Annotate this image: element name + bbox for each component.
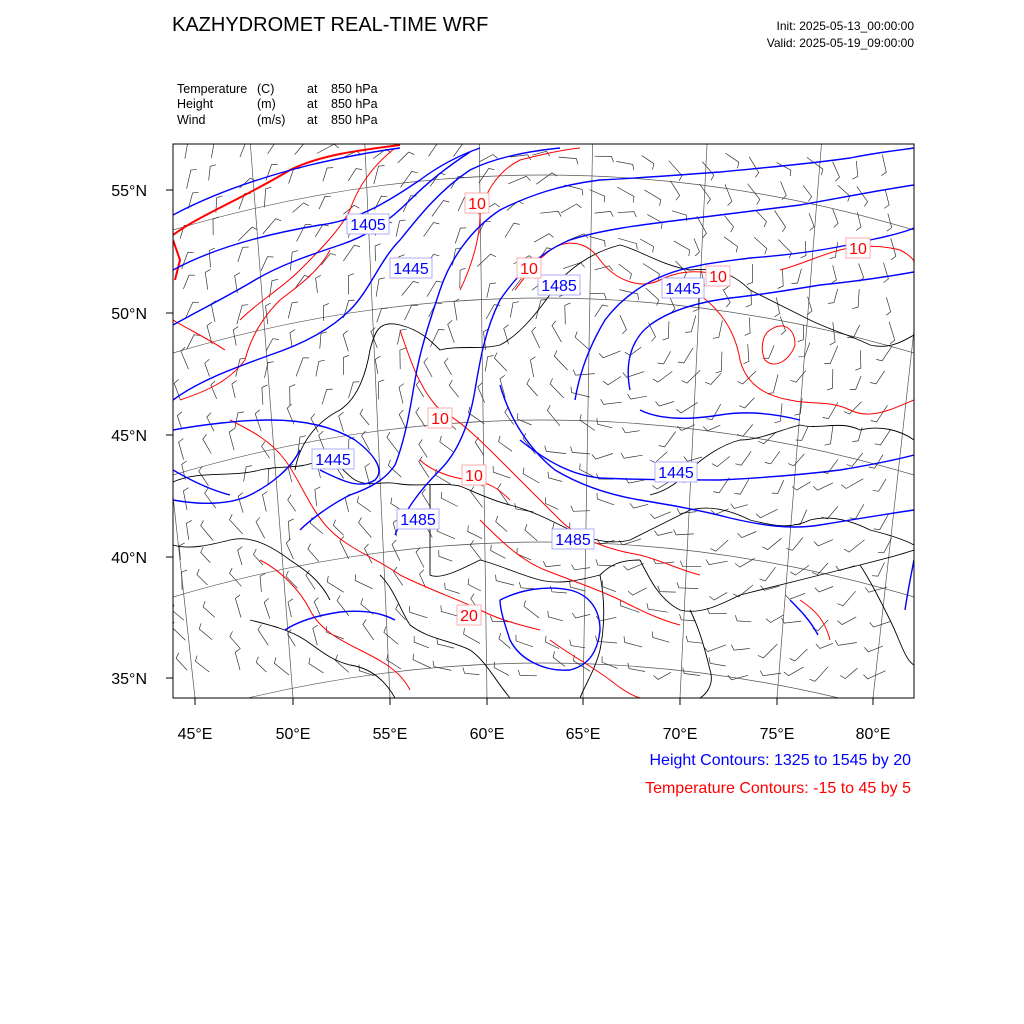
lat-label: 45°N — [111, 428, 147, 445]
temperature-label — [465, 193, 489, 213]
lon-label: 80°E — [855, 726, 891, 743]
svg-text:1445: 1445 — [393, 261, 429, 278]
svg-text:1445: 1445 — [665, 281, 701, 298]
temperature-label — [517, 258, 541, 278]
temperature-label — [846, 238, 870, 258]
height-contours-legend: Height Contours: 1325 to 1545 by 20 — [649, 752, 911, 769]
valid-time: Valid: 2025-05-19_09:00:00 — [766, 36, 914, 50]
field-unit: (C) — [257, 82, 275, 96]
lon-label: 60°E — [469, 726, 505, 743]
height-label — [397, 509, 439, 529]
svg-text:10: 10 — [468, 196, 486, 213]
field-unit: (m/s) — [257, 113, 286, 127]
svg-text:1485: 1485 — [555, 532, 591, 549]
svg-text:1485: 1485 — [541, 278, 577, 295]
temperature-label — [706, 266, 730, 286]
svg-text:10: 10 — [431, 411, 449, 428]
svg-text:1405: 1405 — [350, 217, 386, 234]
height-label — [655, 462, 697, 482]
svg-text:10: 10 — [709, 269, 727, 286]
svg-text:10: 10 — [849, 241, 867, 258]
field-level: 850 hPa — [331, 97, 378, 111]
lat-label: 40°N — [111, 550, 147, 567]
lon-label: 75°E — [759, 726, 795, 743]
height-label — [347, 214, 389, 234]
lon-label: 70°E — [662, 726, 698, 743]
map-title: KAZHYDROMET REAL-TIME WRF — [172, 14, 489, 36]
init-time: Init: 2025-05-13_00:00:00 — [776, 19, 914, 33]
field-name: Height — [177, 97, 214, 111]
svg-text:10: 10 — [520, 261, 538, 278]
field-at: at — [307, 82, 318, 96]
field-level: 850 hPa — [331, 113, 378, 127]
temperature-contours-legend: Temperature Contours: -15 to 45 by 5 — [645, 780, 911, 797]
lat-label: 35°N — [111, 671, 147, 688]
temperature-label — [428, 408, 452, 428]
height-label — [538, 275, 580, 295]
lon-label: 65°E — [565, 726, 601, 743]
svg-text:1445: 1445 — [315, 452, 351, 469]
temperature-label — [462, 465, 486, 485]
field-unit: (m) — [257, 97, 276, 111]
field-level: 850 hPa — [331, 82, 378, 96]
svg-text:20: 20 — [460, 608, 478, 625]
lon-label: 55°E — [372, 726, 408, 743]
lat-label: 50°N — [111, 306, 147, 323]
svg-text:1445: 1445 — [658, 465, 694, 482]
field-name: Temperature — [177, 82, 248, 96]
field-at: at — [307, 113, 318, 127]
field-name: Wind — [177, 113, 206, 127]
svg-text:10: 10 — [465, 468, 483, 485]
height-label — [662, 278, 704, 298]
lon-label: 50°E — [275, 726, 311, 743]
height-label — [312, 449, 354, 469]
temperature-label — [457, 605, 481, 625]
lat-label: 55°N — [111, 183, 147, 200]
svg-text:1485: 1485 — [400, 512, 436, 529]
field-at: at — [307, 97, 318, 111]
height-label — [390, 258, 432, 278]
lon-label: 45°E — [177, 726, 213, 743]
height-label — [552, 529, 594, 549]
